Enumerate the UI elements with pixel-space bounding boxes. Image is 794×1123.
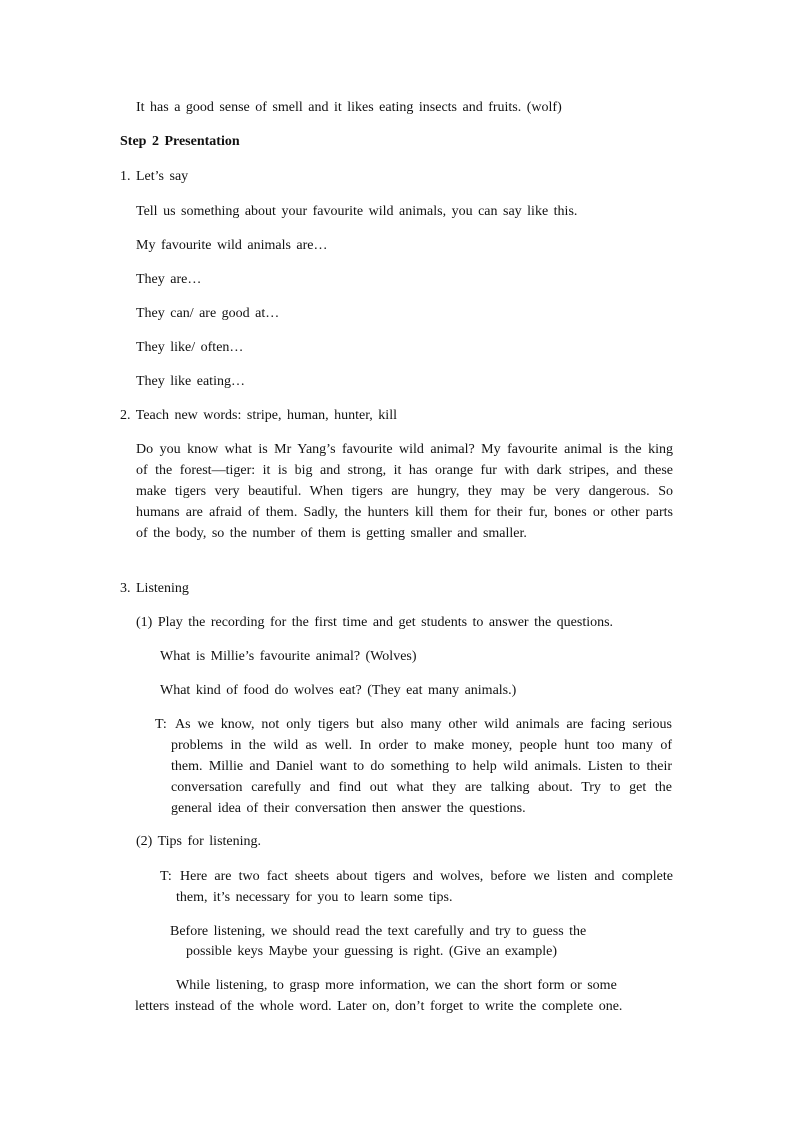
lets-say-heading: 1. Let’s say — [120, 169, 189, 184]
while-listening-line-2: letters instead of the whole word. Later on, don’t forget to write the complete one. — [135, 999, 623, 1014]
teacher-label-1: T: — [155, 717, 167, 732]
before-listening-line-1: Before listening, we should read the text carefully and try to guess the — [170, 924, 587, 939]
play-recording-line: (1) Play the recording for the first time and get students to answer the questions. — [136, 615, 614, 630]
before-listening-line-2: possible keys Maybe your guessing is right. (Give an example) — [186, 944, 558, 959]
tips-heading: (2) Tips for listening. — [136, 834, 262, 849]
tiger-paragraph: Do you know what is Mr Yang’s favourite wild animal? My favourite animal is the king of the forest—tiger: it is big and strong, it has orange fur with dark stripes, and these make tigers very beautiful. When tigers are hungry, they may be very dangerous. So humans are afraid of them. Sadly, the hunters kill them for their fur, bones or other parts of the body, so the number of them is getting smaller and smaller. — [136, 442, 673, 541]
step2-heading: Step 2 Presentation — [120, 134, 240, 149]
they-like-line: They like/ often… — [136, 340, 244, 355]
favourite-line: My favourite wild animals are… — [136, 238, 328, 253]
listening-heading: 3. Listening — [120, 581, 189, 596]
question-1: What is Millie’s favourite animal? (Wolves) — [160, 649, 417, 664]
teacher-paragraph-2: Here are two fact sheets about tigers and wolves, before we listen and complete them, it’s necessary for you to learn some tips. — [176, 869, 673, 905]
teach-words-heading: 2. Teach new words: stripe, human, hunter, kill — [120, 408, 397, 423]
tell-us-line: Tell us something about your favourite wild animals, you can say like this. — [136, 204, 578, 219]
teacher-paragraph-1: As we know, not only tigers but also many other wild animals are facing serious problems in the wild as well. In order to make money, people hunt too many of them. Millie and Daniel want to do something to help wild animals. Listen to their conversation carefully and find out what they are talking about. Try to get the general idea of their conversation then answer the questions. — [171, 717, 672, 816]
wolf-clue-line: It has a good sense of smell and it likes eating insects and fruits. (wolf) — [136, 100, 562, 115]
while-listening-line-1: While listening, to grasp more information, we can the short form or some — [176, 978, 617, 993]
they-like-eating-line: They like eating… — [136, 374, 245, 389]
teacher-label-2: T: — [160, 869, 172, 884]
they-can-line: They can/ are good at… — [136, 306, 280, 321]
question-2: What kind of food do wolves eat? (They eat many animals.) — [160, 683, 517, 698]
they-are-line: They are… — [136, 272, 202, 287]
